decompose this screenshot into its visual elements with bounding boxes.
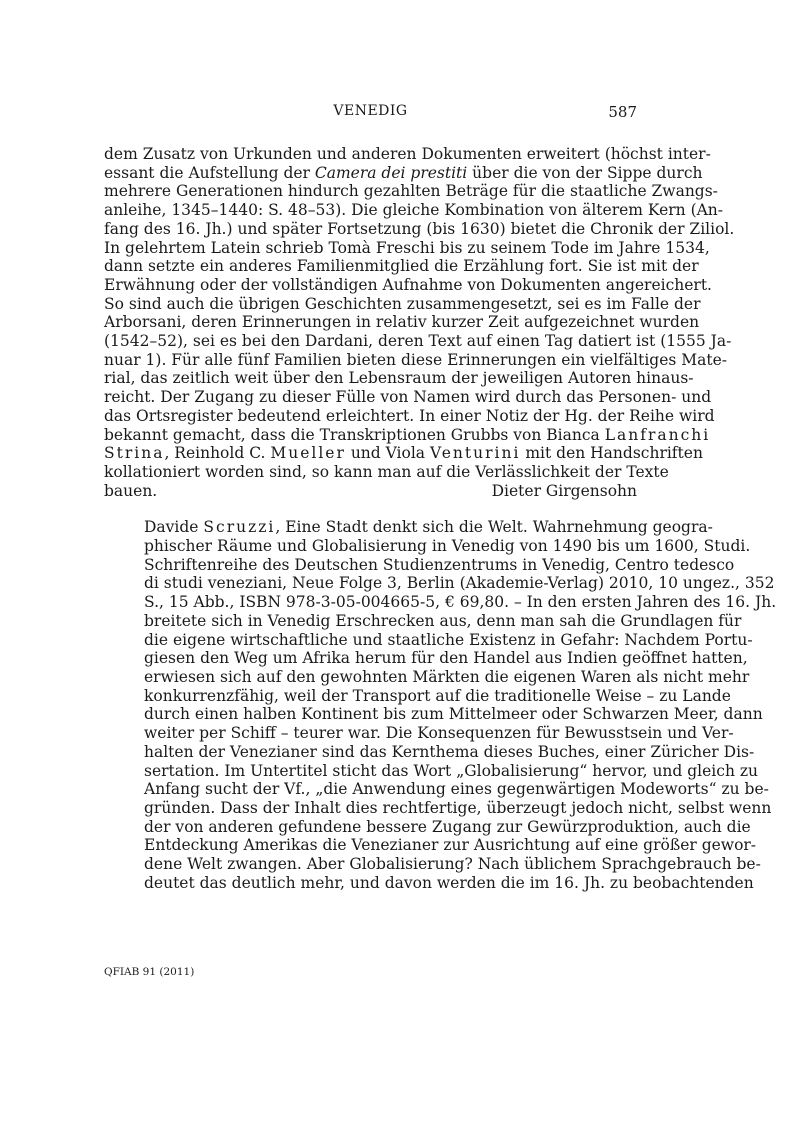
text-line: das Ortsregister bedeutend erleichtert. In einer Notiz der Hg. der Reihe wird (104, 406, 715, 425)
text-line: (1542–52), sei es bei den Dardani, deren Text auf einen Tag datiert ist (1555 Ja- (104, 332, 732, 351)
text-line: der von anderen gefundene bessere Zugang zur Gewürzproduktion, auch die (144, 817, 751, 836)
reviewer-signature: Dieter Girgensohn (491, 481, 637, 500)
text-line: In gelehrtem Latein schrieb Tomà Freschi bis zu seinem Tode im Jahre 1534, (104, 238, 710, 257)
text-line: die eigene wirtschaftliche und staatliche Existenz in Gefahr: Nachdem Portu- (144, 630, 753, 649)
text-line: deutet das deutlich mehr, und davon werden die im 16. Jh. zu beobachtenden (144, 873, 754, 892)
person-name: Lanfranchi (604, 425, 711, 444)
text-line: mehrere Generationen hindurch gezahlten Beträge für die staatliche Zwangs- (104, 182, 718, 201)
person-name: Venturini (429, 444, 521, 463)
text-line: halten der Venezianer sind das Kernthema dieses Buches, einer Züricher Dis- (144, 742, 755, 761)
text-line: phischer Räume und Globalisierung in Venedig von 1490 bis um 1600, Studi. (144, 537, 751, 556)
body-text (104, 145, 777, 892)
text-line: nuar 1). Für alle fünf Familien bieten diese Erinnerungen ein vielfältiges Mate- (104, 350, 727, 369)
running-header (104, 103, 637, 123)
text-line: weiter per Schiff – teurer war. Die Konsequenzen für Bewusstsein und Ver- (144, 724, 734, 743)
text-line: fang des 16. Jh.) und später Fortsetzung (bis 1630) bietet die Chronik der Ziliol. (104, 219, 735, 238)
text-line: kollationiert worden sind, so kann man auf die Verlässlichkeit der Texte (104, 462, 669, 481)
page-number: 587 (608, 103, 637, 121)
text-line: durch einen halben Kontinent bis zum Mittelmeer oder Schwarzen Meer, dann (144, 705, 763, 724)
person-name: Mueller (270, 444, 346, 463)
text-line: konkurrenzfähig, weil der Transport auf die traditionelle Weise – zu Lande (144, 686, 731, 705)
text-line: S., 15 Abb., ISBN 978-3-05-004665-5, € 69,80. – In den ersten Jahren des 16. Jh. (144, 593, 777, 612)
text-line: Entdeckung Amerikas die Venezianer zur Ausrichtung auf eine größer gewor- (144, 836, 757, 855)
text-line: essant die Aufstellung der Camera dei prestiti über die von der Sippe durch (104, 163, 703, 182)
text-line: breitete sich in Venedig Erschrecken aus, denn man sah die Grundlagen für (144, 611, 742, 630)
text-line: Anfang sucht der Vf., „die Anwendung eines gegenwärtigen Modeworts“ zu be- (144, 780, 769, 799)
text-line-with-signature (104, 482, 637, 501)
text-line: Strina, Reinhold C. Mueller und Viola Venturini mit den Handschriften (104, 444, 703, 463)
text-line: Davide Scruzzi, Eine Stadt denkt sich die Welt. Wahrnehmung geogra- (144, 518, 713, 537)
text-line: dann setzte ein anderes Familienmitglied die Erzählung fort. Sie ist mit der (104, 257, 699, 276)
text-line: So sind auch die übrigen Geschichten zusammengesetzt, sei es im Falle der (104, 294, 701, 313)
text-line: reicht. Der Zugang zu dieser Fülle von Namen wird durch das Personen- und (104, 388, 712, 407)
text-line: dene Welt zwangen. Aber Globalisierung? Nach üblichem Sprachgebrauch be- (144, 855, 761, 874)
running-title: VENEDIG (333, 103, 408, 119)
text-line: erwiesen sich auf den gewohnten Märkten die eigenen Waren als nicht mehr (144, 667, 750, 686)
text-line: rial, das zeitlich weit über den Lebensraum der jeweiligen Autoren hinaus- (104, 369, 694, 388)
text-line: Schriftenreihe des Deutschen Studienzentrums in Venedig, Centro tedesco (144, 555, 735, 574)
text-line: anleihe, 1345–1440: S. 48–53). Die gleiche Kombination von älterem Kern (An- (104, 201, 724, 220)
last-word: bauen. (104, 481, 158, 500)
author-name: Scruzzi (203, 518, 276, 537)
person-name: Strina (104, 444, 165, 463)
text-line: Arborsani, deren Erinnerungen in relativ kurzer Zeit aufgezeichnet wurden (104, 313, 700, 332)
text-line: giesen den Weg um Afrika herum für den Handel aus Indien geöffnet hatten, (144, 649, 748, 668)
review-paragraph-2 (104, 518, 777, 892)
journal-footer: QFIAB 91 (2011) (104, 966, 195, 978)
italic-title: Camera dei prestiti (314, 163, 468, 182)
text-line: di studi veneziani, Neue Folge 3, Berlin (Akademie-Verlag) 2010, 10 ungez., 352 (144, 574, 775, 593)
review-paragraph-1 (104, 145, 735, 500)
text-line: Erwähnung oder der vollständigen Aufnahme von Dokumenten angereichert. (104, 275, 712, 294)
text-line: dem Zusatz von Urkunden und anderen Dokumenten erweitert (höchst inter- (104, 145, 711, 163)
text-line: gründen. Dass der Inhalt dies rechtfertige, überzeugt jedoch nicht, selbst wenn (144, 798, 772, 817)
text-line: bekannt gemacht, dass die Transkriptionen Grubbs von Bianca Lanfranchi (104, 425, 711, 444)
text-line: sertation. Im Untertitel sticht das Wort „Globalisierung“ hervor, und gleich zu (144, 761, 759, 780)
